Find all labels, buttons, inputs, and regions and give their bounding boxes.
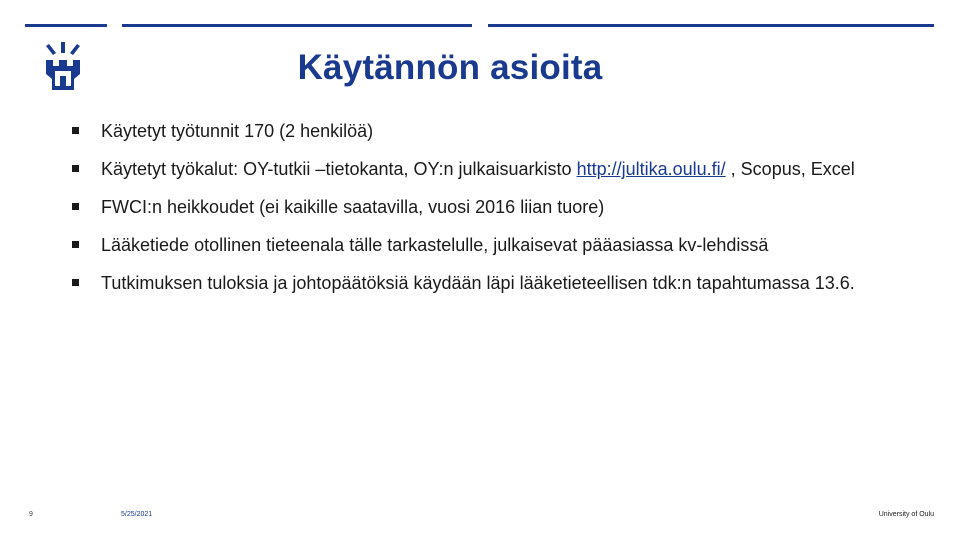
square-bullet-icon — [72, 279, 79, 286]
bullet-text: Käytetyt työtunnit 170 (2 henkilöä) — [101, 121, 374, 141]
bullet-text: Lääketiede otollinen tieteenala tälle tarkastelulle, julkaisevat pääasiassa kv-lehdissä — [101, 235, 769, 255]
bullet-item — [72, 196, 902, 218]
bullet-item — [72, 120, 902, 142]
bullet-text: Käytetyt työkalut: OY-tutkii –tietokanta, OY:n julkaisuarkisto — [101, 159, 577, 179]
bullet-item — [72, 234, 902, 256]
header-divider-center — [122, 24, 472, 27]
bullet-text: , Scopus, Excel — [725, 159, 855, 179]
footer-organization: University of Oulu — [878, 511, 934, 518]
bullet-list — [72, 120, 902, 310]
header-divider-left — [25, 24, 107, 27]
square-bullet-icon — [72, 241, 79, 248]
square-bullet-icon — [72, 165, 79, 172]
bullet-text: Tutkimuksen tuloksia ja johtopäätöksiä käydään läpi lääketieteellisen tdk:n tapahtumassa 13.6. — [101, 273, 855, 293]
square-bullet-icon — [72, 203, 79, 210]
bullet-text: FWCI:n heikkoudet (ei kaikille saatavilla, vuosi 2016 liian tuore) — [101, 197, 605, 217]
bullet-item — [72, 158, 902, 180]
footer-date: 5/25/2021 — [121, 511, 153, 518]
square-bullet-icon — [72, 127, 79, 134]
slide-title: Käytännön asioita — [297, 48, 603, 87]
jultika-link[interactable]: http://jultika.oulu.fi/ — [576, 159, 726, 179]
university-logo-icon — [42, 40, 84, 92]
header-divider-right — [488, 24, 934, 27]
bullet-item — [72, 272, 902, 294]
page-number: 9 — [29, 511, 33, 518]
